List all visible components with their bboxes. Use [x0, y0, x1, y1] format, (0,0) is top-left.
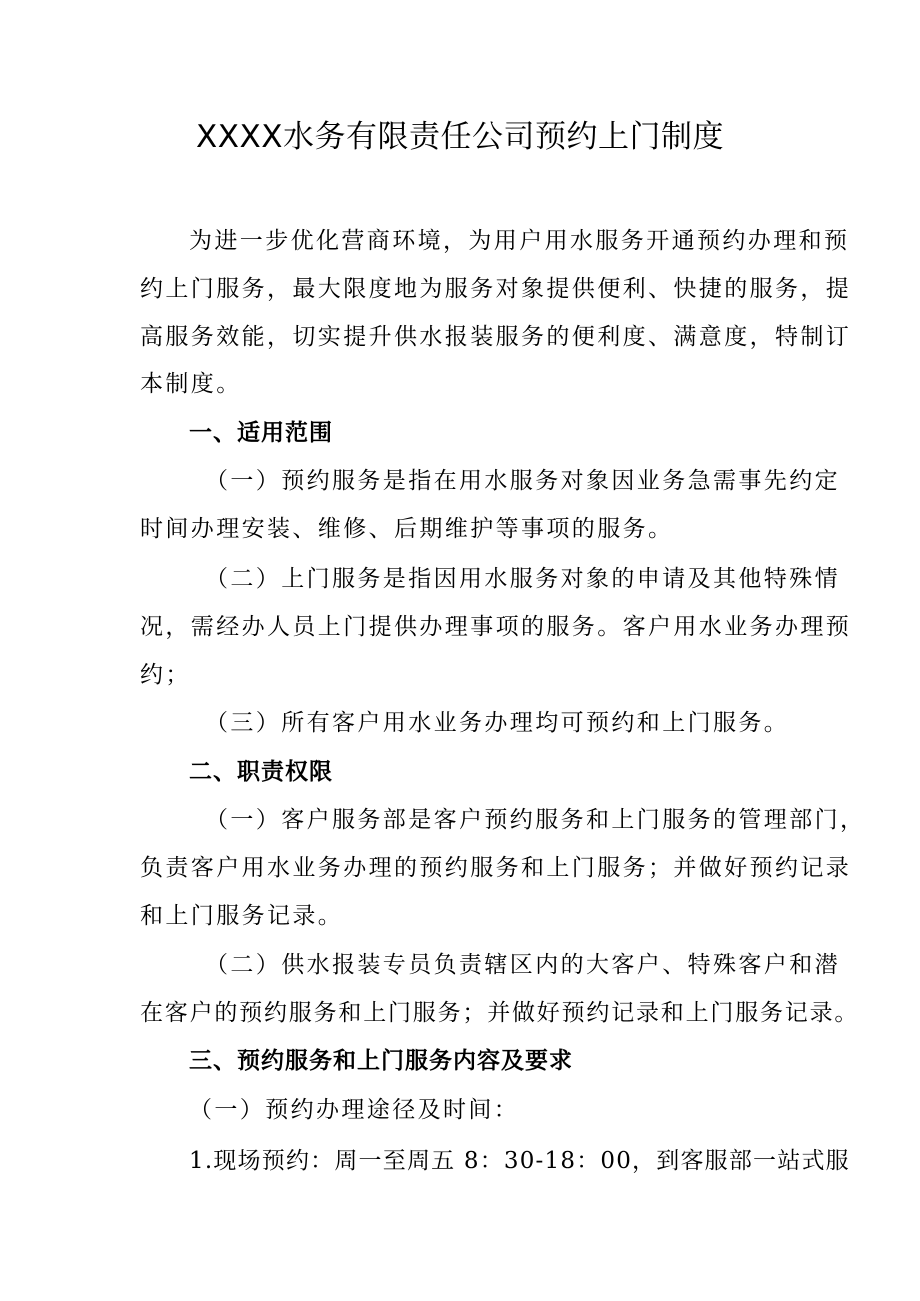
section2-item1-line-2: 负责客户用水业务办理的预约服务和上门服务；并做好预约记录	[140, 855, 852, 881]
section2-item1-line-1: （一）客户服务部是客户预约服务和上门服务的管理部门，	[205, 807, 866, 833]
section2-item1-line-3: 和上门服务记录。	[140, 903, 344, 929]
section2-heading: 二、职责权限	[189, 759, 333, 785]
section1-item1-line-1: （一）预约服务是指在用水服务对象因业务急需事先约定	[205, 468, 840, 494]
section1-heading: 一、适用范围	[189, 420, 333, 446]
section1-item3-line-1: （三）所有客户用水业务办理均可预约和上门服务。	[205, 710, 790, 736]
section1-item2-line-1: （二）上门服务是指因用水服务对象的申请及其他特殊情	[205, 566, 840, 592]
intro-line-4: 本制度。	[140, 371, 242, 397]
section1-item2-line-2: 况，需经办人员上门提供办理事项的服务。客户用水业务办理预	[140, 614, 852, 640]
section3-subheading-1: （一）预约办理途径及时间：	[189, 1097, 520, 1123]
intro-line-2: 约上门服务，最大限度地为服务对象提供便利、快捷的服务，提	[140, 276, 852, 302]
section3-heading: 三、预约服务和上门服务内容及要求	[189, 1048, 573, 1074]
document-title: XXXX水务有限责任公司预约上门制度	[196, 119, 724, 155]
section1-item2-line-3: 约；	[140, 662, 191, 688]
section3-item1-line-1: 1.现场预约：周一至周五 8：30-18：00，到客服部一站式服	[189, 1148, 850, 1174]
section2-item2-line-1: （二）供水报装专员负责辖区内的大客户、特殊客户和潜	[205, 952, 840, 978]
section1-item1-line-2: 时间办理安装、维修、后期维护等事项的服务。	[140, 516, 674, 542]
section2-item2-line-2: 在客户的预约服务和上门服务；并做好预约记录和上门服务记录。	[140, 1000, 860, 1026]
intro-line-3: 高服务效能，切实提升供水报装服务的便利度、满意度，特制订	[140, 324, 852, 350]
intro-line-1: 为进一步优化营商环境，为用户用水服务开通预约办理和预	[189, 228, 850, 254]
